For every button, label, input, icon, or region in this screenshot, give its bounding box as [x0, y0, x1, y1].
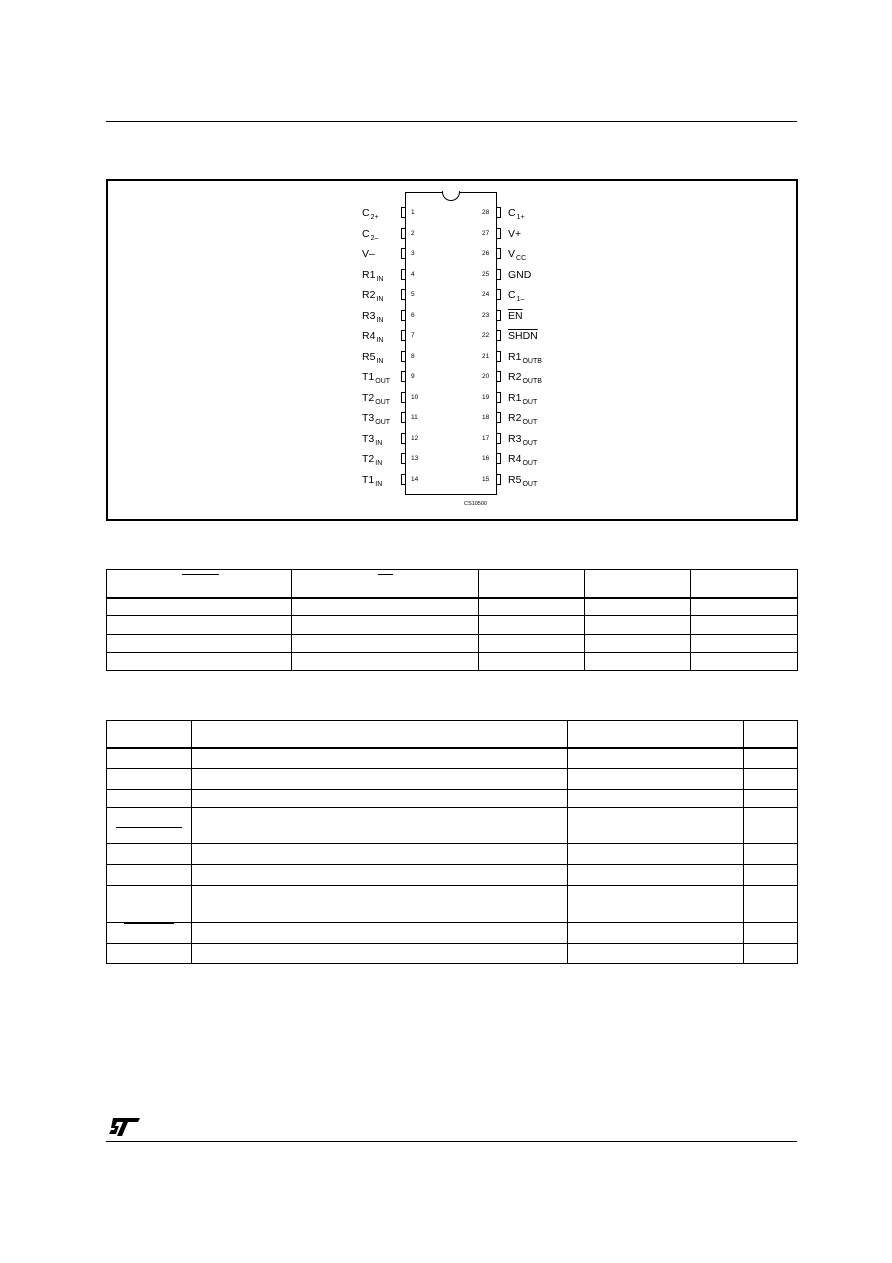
pin-name [362, 269, 383, 286]
table-row [107, 748, 798, 769]
pin-name [508, 474, 537, 491]
st-logo-icon [108, 1116, 142, 1138]
pin-name-subscript: IN [376, 316, 384, 324]
pin-name [362, 412, 390, 429]
pin-name-text: T3 [362, 432, 375, 445]
pin-lead [496, 371, 501, 382]
pin-name-text: SHDN [508, 330, 538, 342]
pin-name-text: T2 [362, 453, 375, 465]
pin-name [508, 392, 537, 409]
pin-number: 24 [482, 291, 490, 298]
pin-number: 11 [411, 414, 418, 421]
table-row [107, 865, 798, 886]
pin-name-text: R1 [508, 350, 522, 363]
pin-name-text: R3 [508, 432, 522, 445]
pin-lead [401, 228, 406, 239]
pin-name [508, 371, 542, 388]
pin-name-subscript: IN [375, 480, 383, 488]
pin-number: 19 [482, 393, 490, 401]
pin-name [362, 351, 383, 368]
pin-name-text: R3 [362, 309, 376, 322]
pin-lead [401, 289, 406, 300]
pin-number: 6 [411, 311, 415, 319]
pin-name-subscript: OUT [375, 419, 391, 426]
pin-lead [401, 330, 406, 341]
pin-name-subscript: CC [516, 255, 527, 262]
pin-lead [496, 330, 501, 341]
table-row [107, 635, 798, 653]
pin-name [362, 228, 378, 245]
pin-name-subscript: IN [376, 357, 384, 365]
pin-name [362, 310, 383, 327]
pin-number: 5 [411, 291, 415, 298]
pin-name-subscript: 1+ [516, 214, 525, 221]
table-row [107, 598, 798, 616]
pin-name-subscript: OUT [522, 480, 538, 488]
pin-name [362, 453, 382, 470]
pin-lead [496, 351, 501, 362]
overline-mark [116, 827, 182, 828]
pin-name-subscript: IN [375, 460, 383, 467]
pin-lead [496, 228, 501, 239]
pin-number: 22 [482, 332, 490, 339]
pin-name-subscript: IN [376, 296, 384, 303]
pin-name-text: $\overline{EN}$ [508, 309, 523, 322]
pin-lead [496, 453, 501, 464]
pin-number: 7 [411, 332, 415, 339]
pin-number: 1 [411, 209, 415, 216]
pin-lead [496, 392, 501, 403]
pin-number: 15 [482, 475, 490, 483]
pin-name-text: T1 [362, 371, 375, 383]
pin-name [362, 330, 383, 347]
pin-name-text: T3 [362, 412, 375, 424]
pin-name-text: C [508, 207, 516, 219]
pin-name-text: R5 [508, 473, 522, 486]
pin-name-text: V– [362, 248, 375, 260]
pin-name [508, 453, 537, 470]
pin-name-text: V+ [508, 227, 522, 240]
pin-lead [401, 248, 406, 259]
pin-name [362, 433, 382, 450]
pin-name-subscript: OUT [375, 398, 391, 406]
table-row [107, 944, 798, 964]
pin-lead [496, 412, 501, 423]
pin-name-subscript: OUT [522, 398, 538, 406]
pin-name-text: R1 [362, 268, 376, 281]
pin-name-text: GND [508, 268, 532, 281]
pin-number: 23 [482, 311, 490, 319]
pin-name-text: T2 [362, 391, 375, 404]
pin-number: 10 [411, 393, 419, 401]
pin-lead [496, 289, 501, 300]
overline-mark [378, 574, 393, 575]
pin-number: 28 [482, 209, 490, 216]
pin-name-subscript: OUT [522, 460, 538, 467]
pin-number: 20 [482, 373, 490, 380]
pin-number: 27 [482, 229, 490, 237]
pin-lead [401, 433, 406, 444]
pin-number: 3 [411, 250, 415, 257]
pin-name [508, 433, 537, 450]
pin-lead [496, 310, 501, 321]
pin-name [508, 289, 524, 306]
pin-lead [496, 269, 501, 280]
pin-name-text: T1 [362, 473, 375, 486]
pin-name [362, 248, 375, 260]
table-2 [106, 720, 798, 964]
pin-name-subscript: 1– [516, 296, 525, 303]
pin-number: 21 [482, 352, 490, 360]
pin-name-subscript: OUTB [522, 378, 542, 385]
pin-name-text: C [362, 227, 370, 240]
pin-name [508, 330, 538, 342]
pin-lead [401, 412, 406, 423]
pin-number: 14 [411, 475, 419, 483]
pin-number: 26 [482, 250, 490, 257]
pin-lead [401, 269, 406, 280]
table-row [107, 769, 798, 790]
table-row [107, 923, 798, 944]
table-row [107, 721, 798, 748]
pin-name-text: R4 [508, 453, 522, 465]
pin-number: 18 [482, 414, 490, 421]
pin-lead [496, 207, 501, 218]
footer-rule [106, 1141, 797, 1142]
pin-lead [401, 310, 406, 321]
overline-mark [124, 923, 174, 924]
pin-name-text: R2 [362, 289, 376, 301]
table-row [107, 844, 798, 865]
pin-name-text: R2 [508, 412, 522, 424]
pin-number: 8 [411, 352, 415, 360]
pin-name-text: R4 [362, 330, 376, 342]
pin-name [508, 248, 526, 265]
pin-number: 25 [482, 270, 490, 278]
table-1 [106, 569, 798, 671]
pin-name-text: R5 [362, 350, 376, 363]
pin-name-text: V [508, 248, 516, 260]
table-row [107, 886, 798, 923]
pin-name [508, 412, 537, 429]
pin-lead [401, 207, 406, 218]
pin-name-subscript: OUTB [522, 357, 542, 365]
pin-number: 12 [411, 434, 419, 442]
pin-number: 2 [411, 229, 415, 237]
pin-name [362, 371, 390, 388]
pin-name-text: R2 [508, 371, 522, 383]
pin-name [508, 269, 531, 281]
pin-lead [401, 474, 406, 485]
table-row [107, 616, 798, 635]
header-rule [106, 121, 797, 122]
pin-name-text: C [362, 207, 370, 219]
pin-name-subscript: IN [375, 439, 383, 447]
pin-name [508, 310, 523, 322]
pin-name [508, 351, 542, 368]
pin-name [362, 289, 383, 306]
pin-name [508, 207, 525, 224]
pin-name-text: C [508, 289, 516, 301]
table-row [107, 808, 798, 844]
pin-number: 13 [411, 455, 419, 462]
table-row [107, 653, 798, 671]
pin-name-subscript: OUT [522, 439, 538, 447]
overline-mark [182, 574, 219, 575]
pin-lead [401, 351, 406, 362]
pin-name [362, 474, 382, 491]
pin-lead [496, 474, 501, 485]
pin-lead [401, 371, 406, 382]
pin-lead [496, 433, 501, 444]
pin-lead [401, 453, 406, 464]
pin-number: 16 [482, 455, 490, 462]
table-row [107, 790, 798, 808]
pin-name [508, 228, 521, 240]
pin-name-subscript: IN [376, 275, 384, 283]
pin-name-subscript: 2+ [370, 214, 379, 221]
pin-name-subscript: IN [376, 337, 384, 344]
pin-number: 9 [411, 373, 415, 380]
pin-number: 17 [482, 434, 490, 442]
pin-name-subscript: OUT [375, 378, 391, 385]
figure-code: CS10500 [464, 501, 487, 507]
pin-lead [401, 392, 406, 403]
pin-name-subscript: OUT [522, 419, 538, 426]
pin-lead [496, 248, 501, 259]
pin-name [362, 207, 379, 224]
pin-name [362, 392, 390, 409]
pin-name-text: R1 [508, 391, 522, 404]
pin-number: 4 [411, 270, 415, 278]
pin-name-subscript: 2– [370, 234, 379, 242]
